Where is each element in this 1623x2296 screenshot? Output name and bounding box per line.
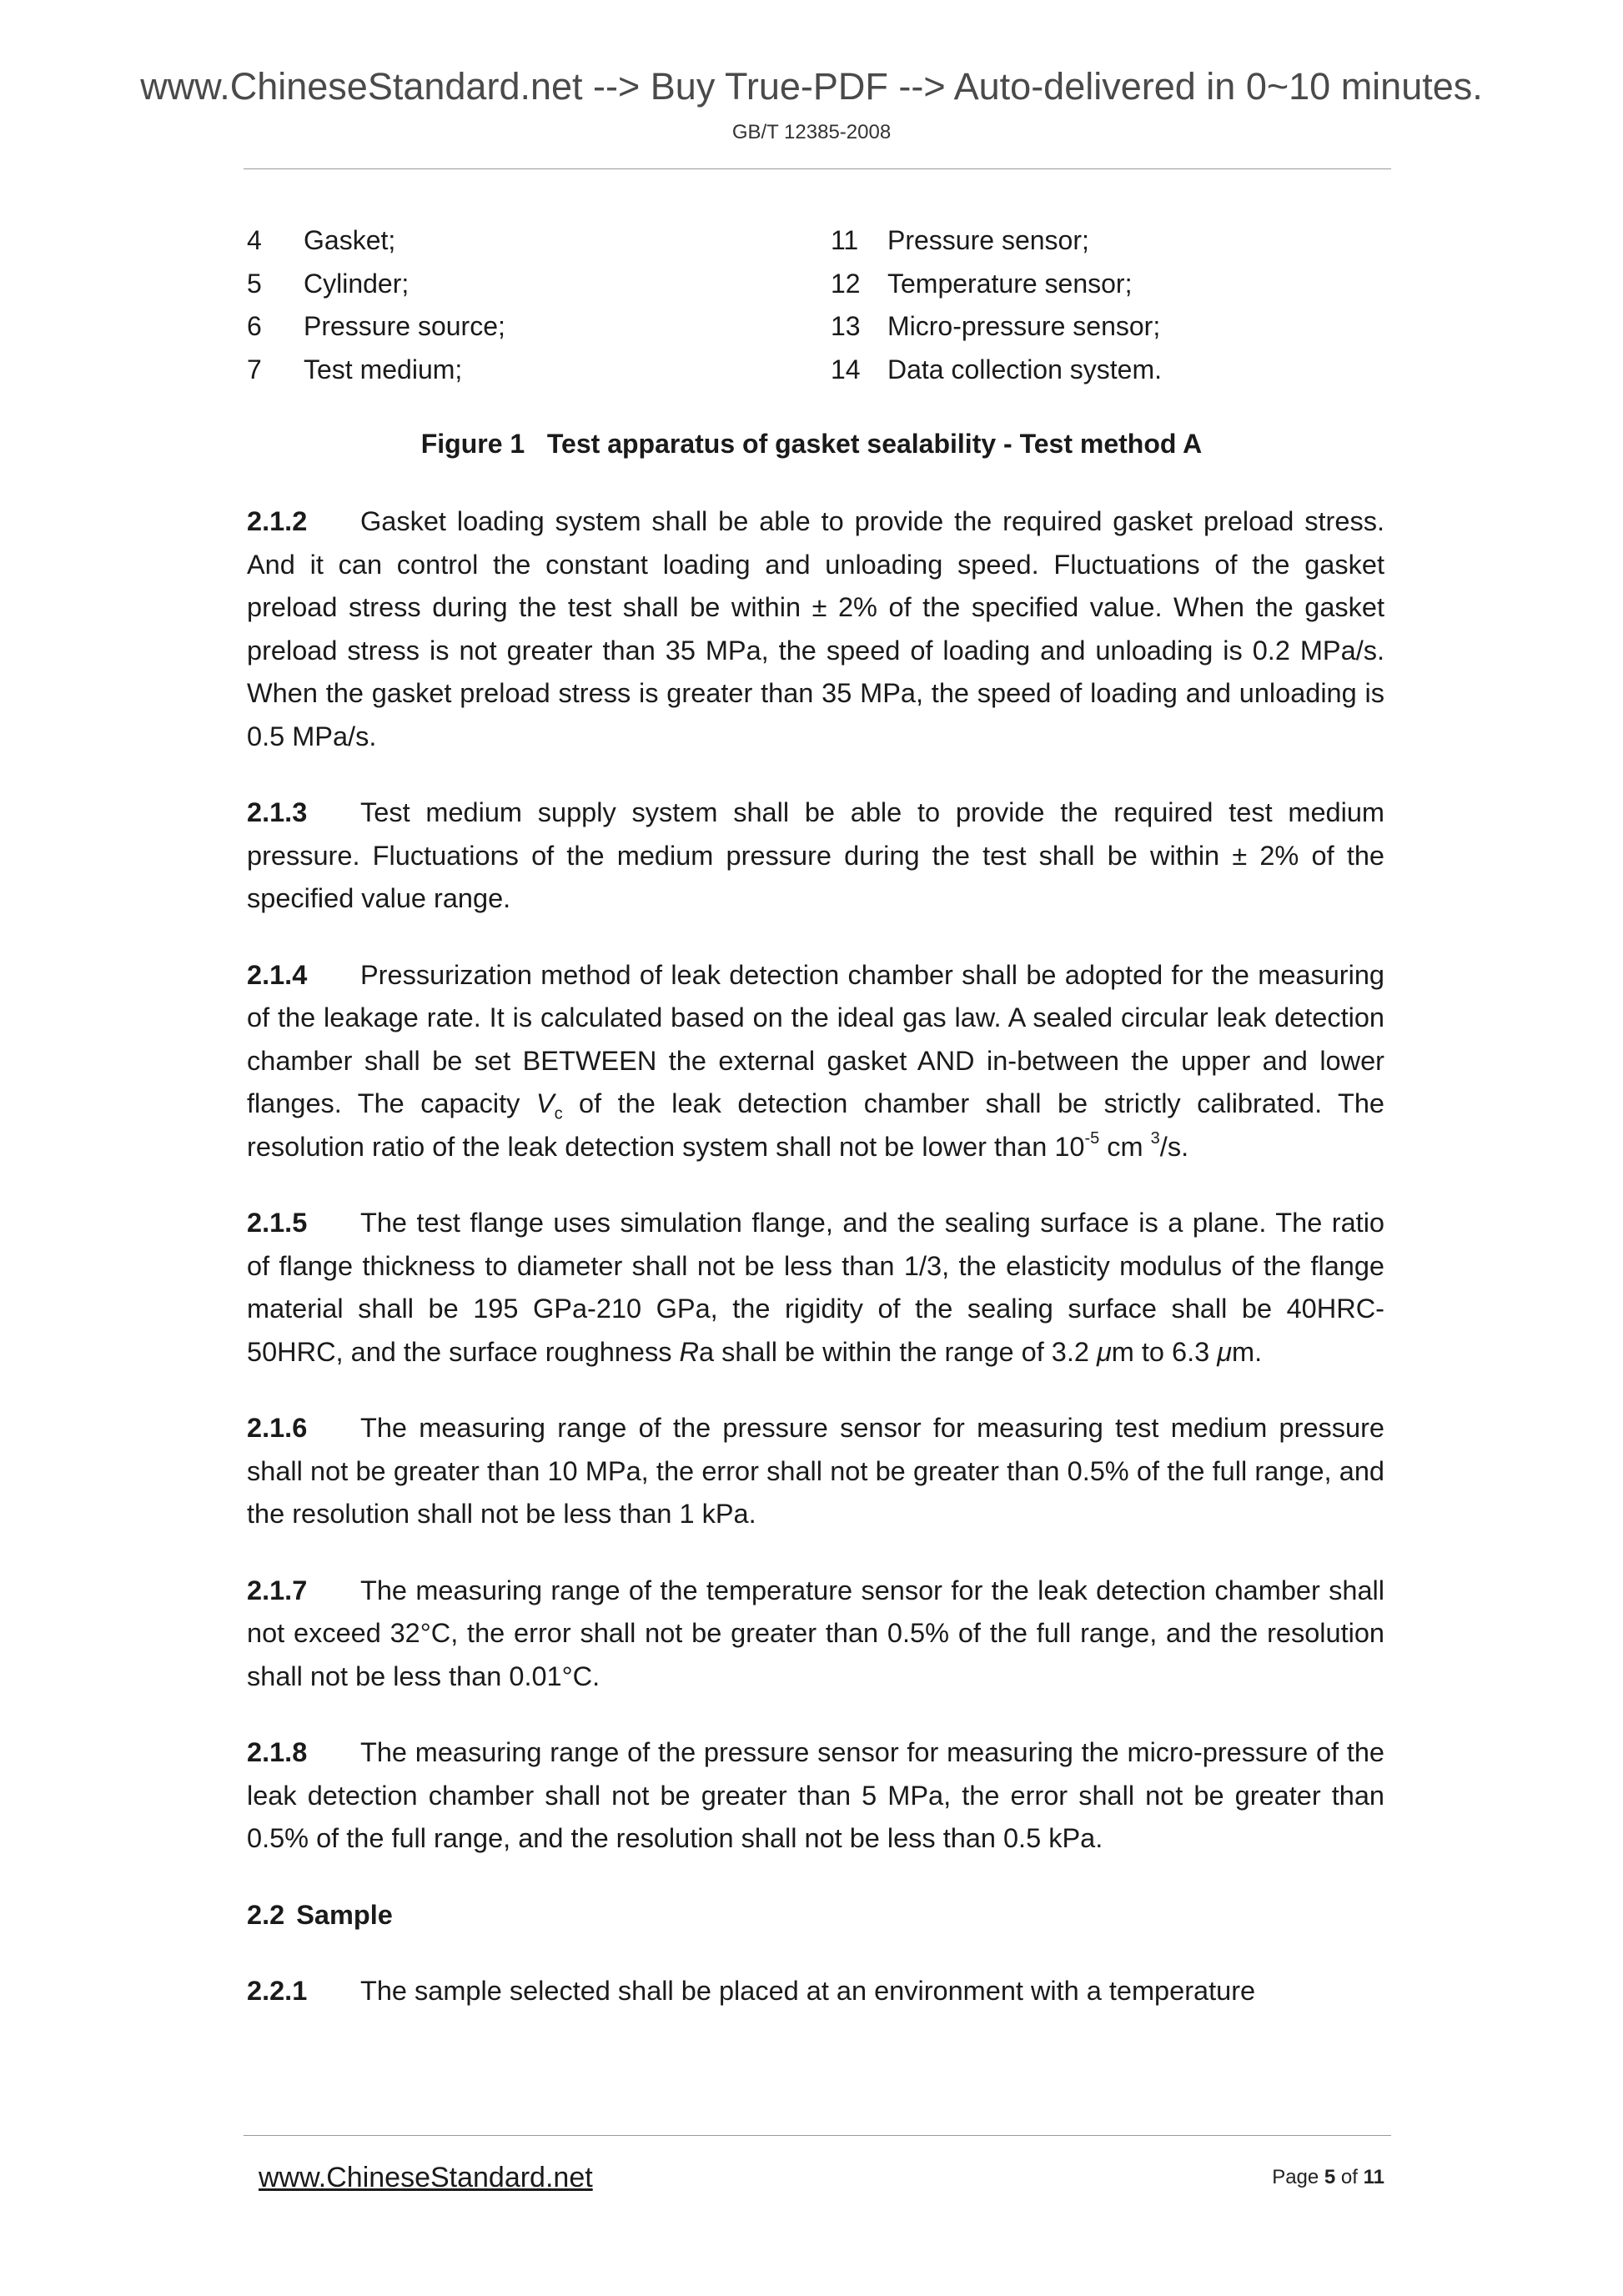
legend-number: 11 — [831, 225, 859, 255]
clause-number: 2.1.3 — [247, 797, 308, 827]
legend-column-right — [831, 224, 1162, 395]
page-prefix: Page — [1272, 2166, 1324, 2188]
clause-2-2-1 — [247, 1970, 1384, 2013]
clause-text: Gasket loading system shall be able to provide the required gasket preload stress. And it can control the constant loading and unloading speed. Fluctuations of the gasket preload stress during the test shall be within ± 2% of the specified value. When the gasket preload stress is not greater than 35 MPa, the speed of loading and unloading is 0.2 MPa/s. When the gasket preload stress is greater than 35 MPa, the speed of loading and unloading is 0.5 MPa/s. — [247, 506, 1384, 751]
legend-number: 12 — [831, 268, 861, 299]
section-heading-2-2 — [247, 1894, 1384, 1937]
clause-2-1-4 — [247, 954, 1384, 1169]
clause-text: The measuring range of the pressure sensor for measuring test medium pressure shall not be greater than 10 MPa, the error shall not be greater than 0.5% of the full range, and the resolution shall not be less than 1 kPa. — [247, 1413, 1384, 1529]
clause-number: 2.2.1 — [247, 1976, 308, 2006]
clause-2-1-2 — [247, 500, 1384, 758]
clause-number: 2.1.7 — [247, 1575, 308, 1605]
page-current: 5 — [1324, 2166, 1336, 2188]
legend-number: 6 — [247, 311, 262, 341]
legend-number: 4 — [247, 225, 262, 255]
footer-website-link[interactable]: www.ChineseStandard.net — [259, 2162, 593, 2193]
document-body — [247, 500, 1384, 2047]
clause-text: Test medium supply system shall be able to provide the required test medium pressure. Fluctuations of the medium pressure during the test shall be within ± 2% of the specified value range. — [247, 797, 1384, 913]
clause-number: 2.1.2 — [247, 506, 308, 536]
legend-label: Test medium; — [304, 354, 463, 384]
legend-label: Temperature sensor; — [887, 268, 1133, 299]
clause-2-1-5 — [247, 1202, 1384, 1374]
section-number: 2.2 — [247, 1899, 285, 1930]
legend-label: Micro-pressure sensor; — [887, 311, 1161, 341]
clause-text: m. — [1232, 1336, 1263, 1367]
legend-item — [247, 309, 505, 353]
clause-text: The measuring range of the temperature sensor for the leak detection chamber shall not exceed 32°C, the error shall not be greater than 0.5% of the full range, and the resolution shall not be less than 0.01°C. — [247, 1575, 1384, 1691]
legend-item — [831, 309, 1162, 353]
legend-label: Cylinder; — [304, 268, 410, 299]
legend-number: 13 — [831, 311, 861, 341]
clause-text: Pressurization method of leak detection chamber shall be adopted for the measuring of the leakage rate. It is calculated based on the ideal gas law. A sealed circular leak detection chamber shall be set BETWEEN the external gasket AND in-between the upper and lower flanges. The capacity — [247, 959, 1384, 1118]
clause-2-1-8 — [247, 1731, 1384, 1861]
footer-divider — [244, 2135, 1391, 2136]
clause-number: 2.1.6 — [247, 1413, 308, 1443]
clause-text: /s. — [1159, 1131, 1189, 1162]
legend-number: 7 — [247, 354, 262, 384]
exponent: 3 — [1150, 1128, 1160, 1148]
roughness-symbol: R — [679, 1336, 699, 1367]
clause-text: of the leak detection chamber shall be strictly calibrated. The resolution ratio of the leak detection system shall not be lower than 10 — [247, 1088, 1384, 1162]
legend-item — [831, 353, 1162, 396]
page-total: 11 — [1363, 2166, 1384, 2188]
page-of: of — [1335, 2166, 1364, 2188]
legend-item — [831, 224, 1162, 267]
legend-label: Data collection system. — [887, 354, 1163, 384]
capacity-subscript: c — [554, 1104, 563, 1123]
legend-item — [247, 267, 505, 310]
clause-number: 2.1.8 — [247, 1737, 308, 1767]
clause-text: The measuring range of the pressure sensor for measuring the micro-pressure of the leak detection chamber shall not be greater than 5 MPa, the error shall not be greater than 0.5% of the full range, and the resolution shall not be less than 0.5 kPa. — [247, 1737, 1384, 1853]
clause-text: The sample selected shall be placed at an environment with a temperature — [360, 1976, 1256, 2006]
legend-item — [247, 224, 505, 267]
clause-number: 2.1.4 — [247, 959, 308, 990]
section-title: Sample — [296, 1899, 393, 1930]
clause-text: a shall be within the range of 3.2 — [698, 1336, 1097, 1367]
header-divider — [244, 168, 1391, 169]
clause-text: cm — [1099, 1131, 1151, 1162]
legend-number: 14 — [831, 354, 861, 384]
clause-text: m to 6.3 — [1111, 1336, 1218, 1367]
clause-2-1-3 — [247, 791, 1384, 921]
micro-symbol: μ — [1096, 1336, 1112, 1367]
capacity-symbol: V — [535, 1088, 555, 1118]
standard-code: GB/T 12385-2008 — [731, 121, 892, 143]
legend-item — [247, 353, 505, 396]
exponent: -5 — [1084, 1128, 1100, 1148]
legend-number: 5 — [247, 268, 262, 299]
clause-text: The test flange uses simulation flange, and the sealing surface is a plane. The ratio of flange thickness to diameter shall not be less than 1/3, the elasticity modulus of the flange material shall be 195 GPa-210 GPa, the rigidity of the sealing surface shall be 40HRC- 50HRC, and the surface roughness — [247, 1208, 1384, 1367]
figure-caption: Figure 1 Test apparatus of gasket sealability - Test method A — [420, 429, 1203, 459]
micro-symbol: μ — [1217, 1336, 1233, 1367]
legend-label: Pressure sensor; — [887, 225, 1089, 255]
legend-column-left — [247, 224, 505, 395]
legend-label: Pressure source; — [304, 311, 505, 341]
clause-2-1-6 — [247, 1407, 1384, 1536]
legend-label: Gasket; — [304, 225, 396, 255]
clause-number: 2.1.5 — [247, 1208, 308, 1238]
site-banner: www.ChineseStandard.net --> Buy True-PDF --> Auto-delivered in 0~10 minutes. — [140, 65, 1483, 108]
clause-2-1-7 — [247, 1570, 1384, 1699]
page-indicator — [1272, 2166, 1384, 2189]
legend-item — [831, 267, 1162, 310]
